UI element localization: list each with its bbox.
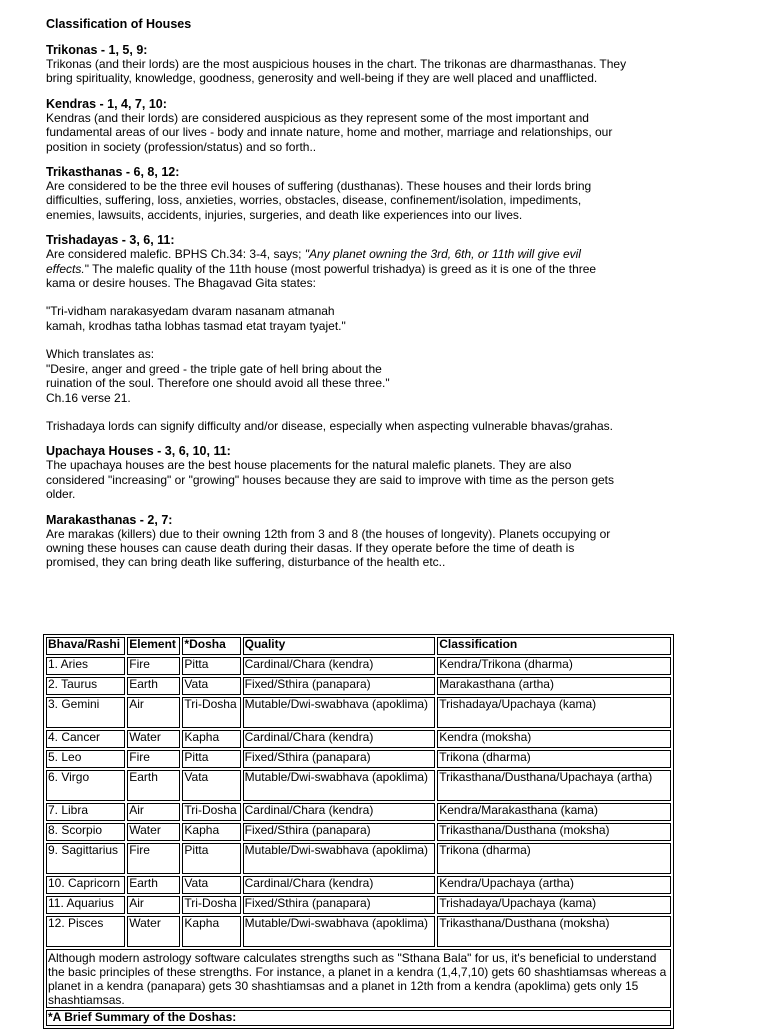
translation-line: Which translates as: <box>46 347 155 362</box>
table-row <box>46 823 671 841</box>
table-cell: Pitta <box>182 657 240 675</box>
table-cell: 2. Taurus <box>46 677 125 695</box>
table-cell: Fixed/Sthira (panapara) <box>243 750 436 768</box>
body-line: Kendras (and their lords) are considered auspicious as they represent some of the most important and <box>46 110 589 125</box>
table-cell: Water <box>127 823 180 841</box>
table-cell: Tri-Dosha <box>182 697 240 728</box>
table-cell: Vata <box>182 876 240 894</box>
body-line: position in society (profession/status) and so forth.. <box>46 139 317 154</box>
section-heading: Trikonas - 1, 5, 9: <box>46 43 148 57</box>
column-header: Bhava/Rashi <box>46 637 125 655</box>
table-cell: 7. Libra <box>46 803 125 821</box>
body-line: considered "increasing" or "growing" houses because they are said to improve with time as the person gets <box>46 472 615 487</box>
table-cell: Cardinal/Chara (kendra) <box>243 657 436 675</box>
body-line: owning these houses can cause death during their dasas. If they operate before the time of death is <box>46 540 575 555</box>
section-upachaya <box>46 444 726 501</box>
section-marakasthanas <box>46 513 726 570</box>
body-text: " The malefic quality of the 11th house (most powerful trishadya) is greed as it is one of the three <box>84 261 597 276</box>
table-row <box>46 750 671 768</box>
section-body <box>46 179 726 222</box>
verse-line: kamah, krodhas tatha lobhas tasmad etat trayam tyajet." <box>46 318 346 333</box>
table-row <box>46 730 671 748</box>
table-row <box>46 896 671 914</box>
table-cell: Trishadaya/Upachaya (kama) <box>437 697 671 728</box>
verse-line: "Tri-vidham narakasyedam dvaram nasanam atmanah <box>46 304 335 319</box>
section-trikonas <box>46 43 726 86</box>
column-header: Quality <box>243 637 436 655</box>
table-cell: Kendra/Upachaya (artha) <box>437 876 671 894</box>
section-heading: Trikasthanas - 6, 8, 12: <box>46 165 180 180</box>
table-cell: Trikona (dharma) <box>437 750 671 768</box>
table-row <box>46 697 671 728</box>
document-page <box>46 16 726 581</box>
table-cell: Kendra (moksha) <box>437 730 671 748</box>
table-cell: 10. Capricorn <box>46 876 125 894</box>
table-cell: 12. Pisces <box>46 916 125 947</box>
section-trishadayas <box>46 233 726 433</box>
table-cell: Trikasthana/Dusthana (moksha) <box>437 823 671 841</box>
table-row <box>46 657 671 675</box>
table-cell: Mutable/Dwi-swabhava (apoklima) <box>243 843 436 874</box>
strength-note: Although modern astrology software calculates strengths such as "Sthana Bala" for us, it's beneficial to understand the basic principles of these strengths. For instance, a planet in a kendra (1,4,7,10) gets 60 shashtiamsas whereas a planet in a kendra (panapara) gets 30 shashtiamsas and a planet in 12th from a kendra (apoklima) gets only 15 shashtiamsas. <box>46 949 671 1008</box>
table-cell: Air <box>127 896 180 914</box>
table-cell: Tri-Dosha <box>182 896 240 914</box>
table-cell: Vata <box>182 677 240 695</box>
verse <box>46 304 726 333</box>
body-text: Are considered malefic. BPHS Ch.34: 3-4, says; <box>46 247 305 262</box>
body-line: promised, they can bring death like suffering, disturbance of the health etc.. <box>46 555 446 570</box>
table-cell: 1. Aries <box>46 657 125 675</box>
body-line: Are marakas (killers) due to their owning 12th from 3 and 8 (the houses of longevity). Planets occupying or <box>46 526 611 541</box>
translation <box>46 347 726 405</box>
body-line: enemies, lawsuits, accidents, injuries, surgeries, and death like experiences into our lives. <box>46 207 523 222</box>
table-cell: Cardinal/Chara (kendra) <box>243 803 436 821</box>
table-cell: Fixed/Sthira (panapara) <box>243 896 436 914</box>
column-header: Classification <box>437 637 671 655</box>
table-cell: Kendra/Marakasthana (kama) <box>437 803 671 821</box>
table-cell: Air <box>127 803 180 821</box>
section-heading: Kendras - 1, 4, 7, 10: <box>46 96 167 111</box>
note-row <box>46 949 671 1008</box>
table-row <box>46 803 671 821</box>
section-heading: Trishadayas - 3, 6, 11: <box>46 233 175 248</box>
column-header: *Dosha <box>182 637 240 655</box>
table-row <box>46 916 671 947</box>
table-cell: 3. Gemini <box>46 697 125 728</box>
body-line: kama or desire houses. The Bhagavad Gita states: <box>46 276 316 291</box>
body-line <box>46 247 726 261</box>
table-cell: Fire <box>127 750 180 768</box>
table-body <box>46 657 671 947</box>
table-header-row <box>46 637 671 655</box>
translation-line: Ch.16 verse 21. <box>46 390 131 405</box>
quote-text: "Any planet owning the 3rd, 6th, or 11th will give evil <box>304 247 581 262</box>
table-row <box>46 876 671 894</box>
page-title: Classification of Houses <box>46 17 192 31</box>
body-line: difficulties, suffering, loss, anxieties, worries, obstacles, disease, confinement/isolation, impediments, <box>46 193 582 208</box>
body-line: The upachaya houses are the best house placements for the natural malefic planets. They are also <box>46 458 572 473</box>
table-cell: Kapha <box>182 730 240 748</box>
table-cell: Trikasthana/Dusthana (moksha) <box>437 916 671 947</box>
table-row <box>46 770 671 801</box>
table-cell: Earth <box>127 677 180 695</box>
table-cell: Pitta <box>182 843 240 874</box>
table-cell: Fire <box>127 843 180 874</box>
body-line: Are considered to be the three evil houses of suffering (dusthanas). These houses and their lords bring <box>46 179 592 194</box>
table-cell: Vata <box>182 770 240 801</box>
table-cell: Trikona (dharma) <box>437 843 671 874</box>
body-line: fundamental areas of our lives - body and innate nature, home and mother, marriage and relationships, our <box>46 125 613 140</box>
column-header: Element <box>127 637 180 655</box>
table-cell: Fire <box>127 657 180 675</box>
section-body <box>46 247 726 290</box>
table-cell: 11. Aquarius <box>46 896 125 914</box>
table-cell: Water <box>127 730 180 748</box>
table-cell: Earth <box>127 876 180 894</box>
table-cell: 4. Cancer <box>46 730 125 748</box>
translation-line: ruination of the soul. Therefore one should avoid all these three." <box>46 376 390 391</box>
quote-text: effects. <box>46 261 85 276</box>
table-row <box>46 677 671 695</box>
body-line: Trikonas (and their lords) are the most auspicious houses in the chart. The trikonas are dharmasthanas. They <box>46 57 627 71</box>
table-cell: Cardinal/Chara (kendra) <box>243 730 436 748</box>
table-cell: Fixed/Sthira (panapara) <box>243 677 436 695</box>
table-cell: Marakasthana (artha) <box>437 677 671 695</box>
table-cell: Pitta <box>182 750 240 768</box>
table-cell: Water <box>127 916 180 947</box>
table-cell: 8. Scorpio <box>46 823 125 841</box>
table-cell: Kendra/Trikona (dharma) <box>437 657 671 675</box>
section-body <box>46 527 726 570</box>
table-cell: Earth <box>127 770 180 801</box>
body-line: older. <box>46 487 76 502</box>
section-heading: Marakasthanas - 2, 7: <box>46 512 173 527</box>
table-cell: Mutable/Dwi-swabhava (apoklima) <box>243 916 436 947</box>
table-cell: Kapha <box>182 916 240 947</box>
section-trikasthanas <box>46 165 726 222</box>
body-line: bring spirituality, knowledge, goodness, generosity and well-being if they are well placed and unafflicted. <box>46 71 598 86</box>
table-cell: 9. Sagittarius <box>46 843 125 874</box>
table-cell: Air <box>127 697 180 728</box>
houses-table <box>43 634 674 1029</box>
table-cell: Fixed/Sthira (panapara) <box>243 823 436 841</box>
table-cell: Kapha <box>182 823 240 841</box>
section-kendras <box>46 97 726 154</box>
trishadaya-note: Trishadaya lords can signify difficulty and/or disease, especially when aspecting vulnerable bhavas/grahas. <box>46 418 613 433</box>
table-cell: Trishadaya/Upachaya (kama) <box>437 896 671 914</box>
table-cell: Mutable/Dwi-swabhava (apoklima) <box>243 770 436 801</box>
table-cell: Cardinal/Chara (kendra) <box>243 876 436 894</box>
section-body <box>46 111 726 154</box>
section-body <box>46 458 726 501</box>
table-cell: Trikasthana/Dusthana/Upachaya (artha) <box>437 770 671 801</box>
section-heading: Upachaya Houses - 3, 6, 10, 11: <box>46 444 231 459</box>
body-line <box>46 262 726 276</box>
table-cell: 6. Virgo <box>46 770 125 801</box>
section-body <box>46 57 726 86</box>
table-cell: Tri-Dosha <box>182 803 240 821</box>
translation-line: "Desire, anger and greed - the triple gate of hell bring about the <box>46 361 382 376</box>
table-cell: Mutable/Dwi-swabhava (apoklima) <box>243 697 436 728</box>
table-cell: 5. Leo <box>46 750 125 768</box>
table-row <box>46 843 671 874</box>
dosha-summary-heading: *A Brief Summary of the Doshas: <box>46 1010 671 1026</box>
